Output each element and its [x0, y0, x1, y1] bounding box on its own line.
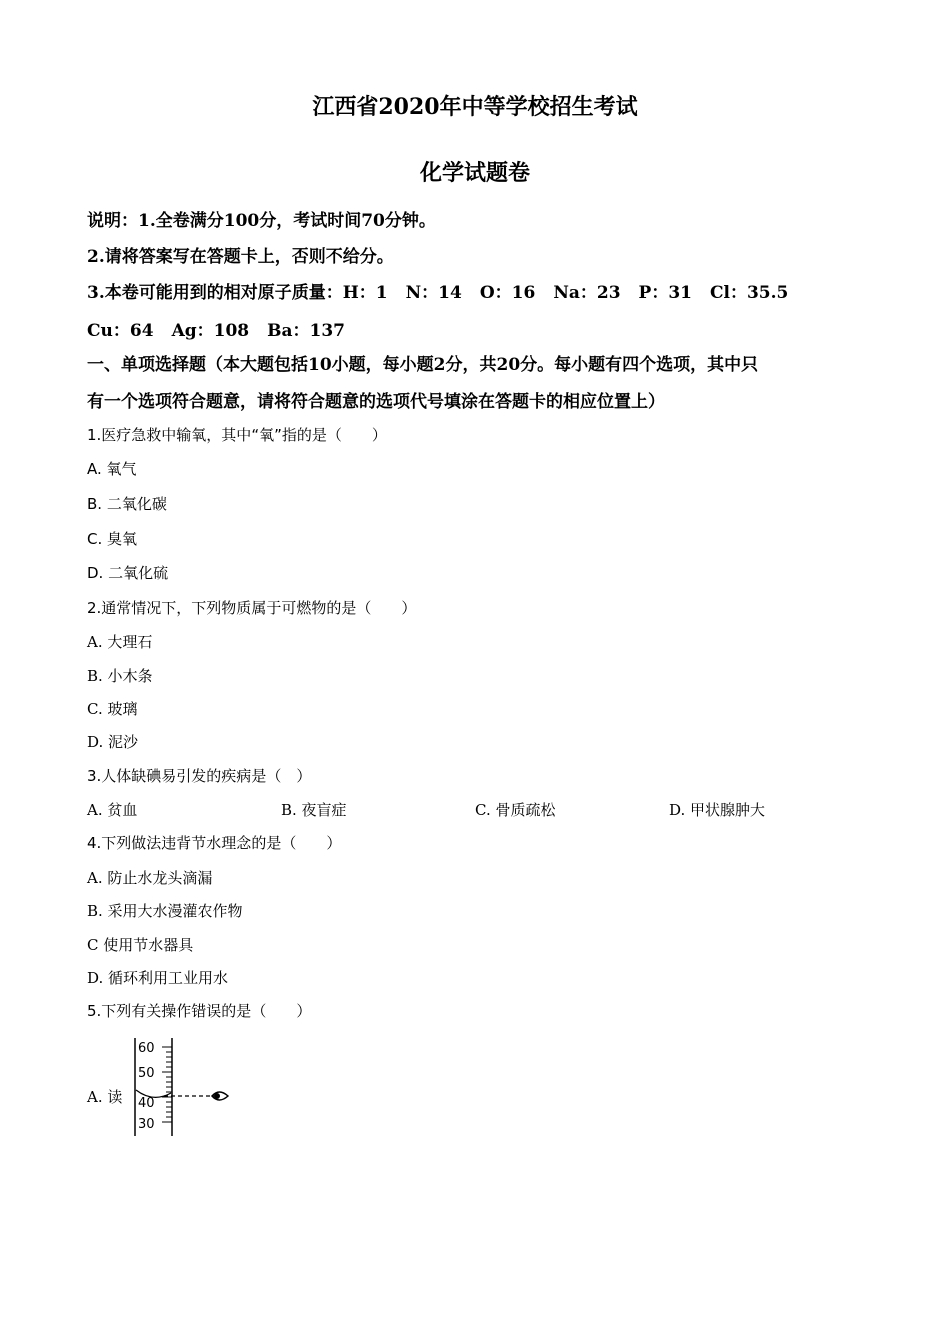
- question-4-option-b: B. 采用大水漫灌农作物: [87, 902, 243, 920]
- question-1-option-c: C. 臭氧: [87, 530, 138, 548]
- paper-subtitle: 化学试题卷: [419, 160, 530, 186]
- question-1-option-d: D. 二氧化硫: [87, 564, 169, 582]
- question-3-option-c: C. 骨质疏松: [475, 801, 556, 819]
- section-heading-line-1: 一、单项选择题（本大题包括10小题，每小题2分，共20分。每小题有四个选项，其中只: [87, 355, 759, 375]
- question-4-option-c: C 使用节水器具: [87, 936, 194, 954]
- exam-title: 江西省2020年中等学校招生考试: [312, 94, 638, 120]
- mass-ba: Ba：137: [267, 321, 345, 341]
- scale-label-50: 50: [138, 1066, 155, 1081]
- question-5-stem: 5.下列有关操作错误的是（ ）: [87, 1002, 312, 1020]
- section-heading-line-2: 有一个选项符合题意，请将符合题意的选项代号填涂在答题卡的相应位置上）: [87, 392, 665, 412]
- question-3-option-a: A. 贫血: [87, 801, 138, 819]
- question-4-option-a: A. 防止水龙头滴漏: [87, 869, 213, 887]
- question-5-option-a: A. 读: [87, 1088, 123, 1106]
- question-3-option-d: D. 甲状腺肿大: [669, 801, 766, 819]
- question-1-option-b: B. 二氧化碳: [87, 495, 167, 513]
- scale-ticks: [162, 1047, 172, 1122]
- note-line-3-prefix: 3.本卷可能用到的相对原子质量：: [87, 283, 343, 303]
- question-4-stem: 4.下列做法违背节水理念的是（ ）: [87, 834, 342, 852]
- scale-label-40: 40: [138, 1096, 155, 1111]
- question-4-option-d: D. 循环利用工业用水: [87, 969, 229, 987]
- question-2-option-b: B. 小木条: [87, 667, 153, 685]
- graduated-cylinder-figure: [120, 1035, 235, 1140]
- mass-na: Na：23: [553, 283, 621, 303]
- question-2-option-d: D. 泥沙: [87, 733, 139, 751]
- mass-p: P：31: [638, 283, 692, 303]
- scale-label-30: 30: [138, 1117, 155, 1132]
- question-3-option-b: B. 夜盲症: [281, 801, 347, 819]
- mass-o: O：16: [479, 283, 536, 303]
- mass-h: H：1: [342, 283, 388, 303]
- question-1-option-a: A. 氧气: [87, 460, 137, 478]
- scale-label-60: 60: [138, 1041, 155, 1056]
- note-line-1: 说明：1.全卷满分100分，考试时间70分钟。: [87, 211, 436, 231]
- mass-cl: Cl：35.5: [709, 283, 789, 303]
- question-2-option-c: C. 玻璃: [87, 700, 138, 718]
- eye-icon: [212, 1092, 228, 1100]
- question-1-stem: 1.医疗急救中输氧，其中“氧”指的是（ ）: [87, 426, 387, 444]
- note-line-2: 2.请将答案写在答题卡上，否则不给分。: [87, 247, 394, 267]
- note-line-4: [87, 316, 363, 341]
- mass-n: N：14: [405, 283, 462, 303]
- question-2-option-a: A. 大理石: [87, 633, 153, 651]
- mass-cu: Cu：64: [87, 321, 154, 341]
- question-2-stem: 2.通常情况下，下列物质属于可燃物的是（ ）: [87, 599, 417, 617]
- mass-ag: Ag：108: [171, 321, 250, 341]
- note-line-3: [87, 278, 788, 303]
- question-3-stem: 3.人体缺碘易引发的疾病是（ ）: [87, 767, 312, 785]
